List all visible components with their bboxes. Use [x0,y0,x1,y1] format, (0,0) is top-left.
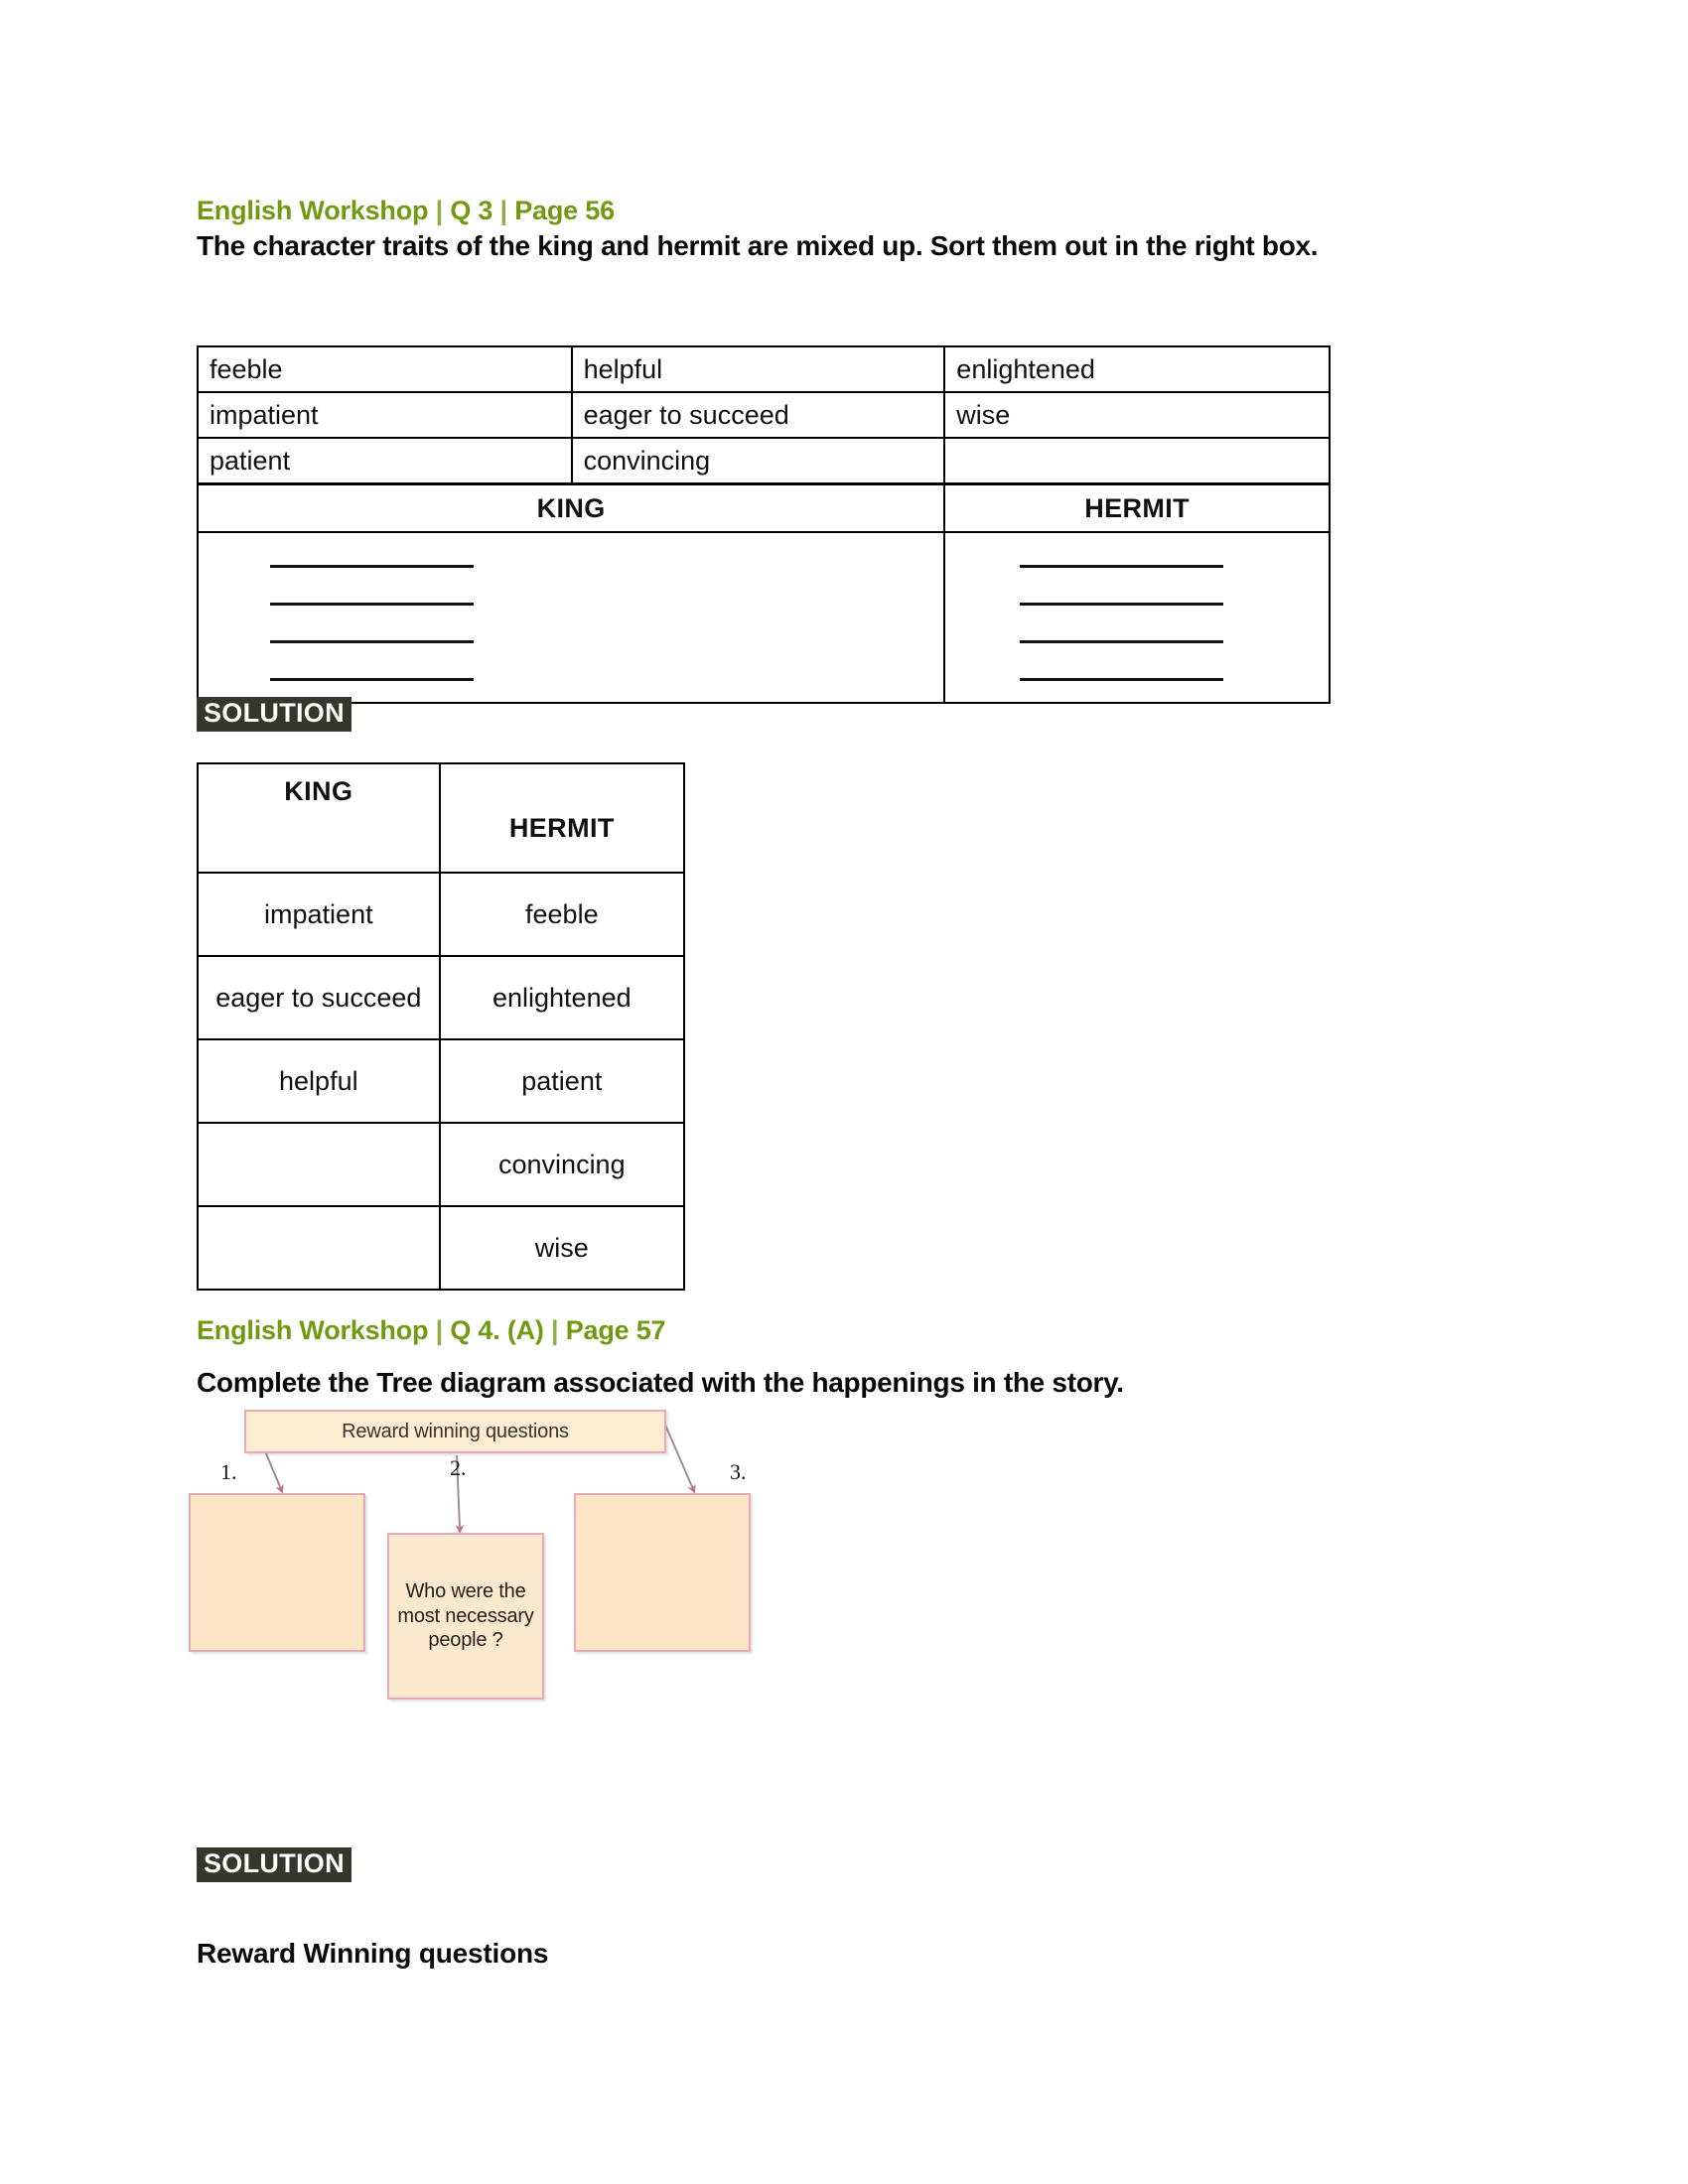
tree-branch-number-1: 1. [220,1459,237,1484]
trait-cell: impatient [198,392,572,438]
blank-line[interactable] [1020,603,1223,606]
king-trait-cell: helpful [198,1039,440,1123]
q3-question-label: Q 3 [450,196,493,225]
table-header-row [198,763,684,873]
q4-prompt-text: Complete the Tree diagram associated with the happenings in the story. [197,1367,1124,1398]
solution-header-hermit: HERMIT [440,763,684,873]
hermit-trait-cell: convincing [440,1123,684,1206]
hermit-trait-cell: feeble [440,873,684,956]
tree-leaf-box-2-label: Who were the most necessary people ? [397,1580,534,1652]
table-row [198,392,1330,438]
king-trait-cell [198,1206,440,1290]
trait-cell: feeble [198,346,572,392]
trait-cell [944,438,1330,484]
king-trait-cell [198,1123,440,1206]
table-header-row [198,484,1330,533]
q4-page-label: Page 57 [565,1315,666,1345]
q3-solution-table [197,762,685,1291]
blank-line[interactable] [1020,565,1223,568]
hermit-trait-cell: wise [440,1206,684,1290]
trait-cell: helpful [572,346,945,392]
tree-root-label: Reward winning questions [342,1420,569,1442]
q4-heading-sep-1: | [435,1315,443,1345]
tree-leaf-box-1[interactable] [189,1493,365,1652]
table-row [198,1039,684,1123]
hermit-answer-area[interactable] [944,532,1330,703]
q3-page-label: Page 56 [514,196,615,225]
trait-cell: convincing [572,438,945,484]
king-answer-area[interactable] [198,532,944,703]
king-trait-cell: impatient [198,873,440,956]
trait-cell: enlightened [944,346,1330,392]
tree-leaf-box-3[interactable] [574,1493,751,1652]
king-trait-cell: eager to succeed [198,956,440,1039]
hermit-blank-lines [945,533,1329,702]
q3-source-label: English Workshop [197,196,429,225]
tree-branch-number-3: 3. [730,1459,747,1484]
table-row [198,1206,684,1290]
blank-line[interactable] [270,678,474,681]
traits-pool-table [197,345,1331,704]
blank-line[interactable] [270,640,474,643]
column-header-hermit: HERMIT [944,484,1330,533]
blank-line[interactable] [1020,640,1223,643]
tree-diagram [189,1398,1072,1795]
blank-line[interactable] [270,565,474,568]
q4-source-label: English Workshop [197,1315,429,1345]
q4-source-heading [197,1315,665,1346]
table-row [198,873,684,956]
hermit-trait-cell: enlightened [440,956,684,1039]
table-row [198,1123,684,1206]
trait-cell: patient [198,438,572,484]
column-header-king: KING [198,484,944,533]
table-row [198,956,684,1039]
king-blank-lines [199,533,943,702]
table-row [198,346,1330,392]
q3-source-heading [197,196,615,226]
q3-heading-sep-2: | [499,196,507,225]
blank-line[interactable] [1020,678,1223,681]
trait-cell: wise [944,392,1330,438]
q4-solution-badge: SOLUTION [197,1847,352,1882]
table-row [198,438,1330,484]
q4-heading-sep-2: | [551,1315,559,1345]
q3-heading-sep-1: | [435,196,443,225]
q4-solution-title: Reward Winning questions [197,1938,549,1969]
q4-question-label: Q 4. (A) [450,1315,544,1345]
blank-line[interactable] [270,603,474,606]
q3-prompt-text: The character traits of the king and hermit are mixed up. Sort them out in the right box. [197,230,1319,261]
q3-solution-badge: SOLUTION [197,697,352,732]
answer-area-row [198,532,1330,703]
hermit-trait-cell: patient [440,1039,684,1123]
solution-header-king: KING [198,763,440,873]
trait-cell: eager to succeed [572,392,945,438]
tree-branch-number-2: 2. [450,1455,467,1480]
